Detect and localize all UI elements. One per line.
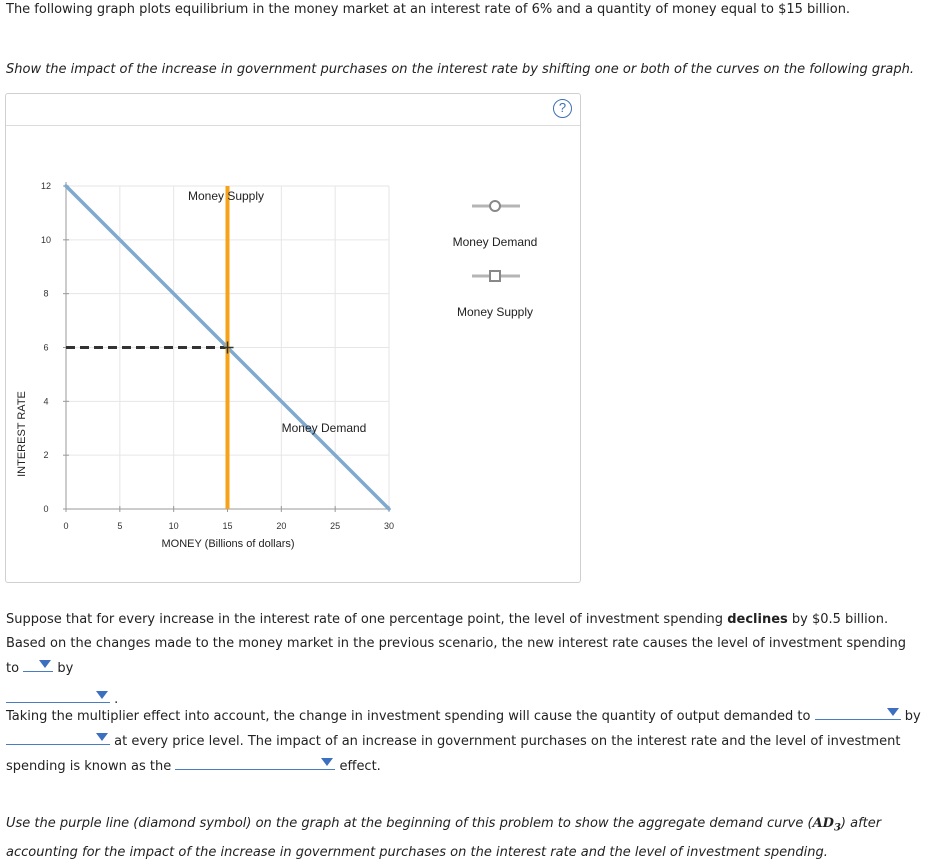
y-tick-labels — [41, 181, 51, 514]
para3-text-a: Use the purple line (diamond symbol) on the graph at the beginning of this problem to show the aggregate demand curve ( — [6, 816, 813, 831]
ad-curve-instruction — [6, 812, 921, 865]
y-axis-title: INTEREST RATE — [16, 391, 28, 477]
dropdown-arrow-icon — [39, 660, 51, 668]
para2-text-a: Taking the multiplier effect into account, the change in investment spending will cause the quantity of output demanded to — [6, 709, 811, 724]
y-tick-label: 0 — [43, 504, 49, 514]
para1-by: by — [57, 661, 74, 676]
x-axis-title: MONEY (Billions of dollars) — [161, 538, 295, 550]
para2-text-c: effect. — [339, 759, 381, 774]
para1-text-b: by $0.5 billion. Based on the changes made to the money market in the previous scenario, the new interest rate causes the level of investment spending to — [6, 612, 907, 676]
y-tick-label: 4 — [43, 396, 49, 407]
legend-money-supply-label: Money Supply — [456, 305, 534, 319]
y-tick-label: 2 — [43, 450, 49, 461]
dropdown-arrow-icon — [96, 691, 108, 699]
legend[interactable] — [453, 201, 538, 319]
investment-paragraph — [6, 608, 921, 712]
output-direction-dropdown[interactable] — [815, 704, 901, 720]
circle-icon — [490, 201, 500, 211]
y-tick-label: 10 — [40, 234, 52, 245]
legend-money-demand-label: Money Demand — [452, 235, 538, 249]
output-amount-dropdown[interactable] — [6, 729, 110, 745]
money-supply-curve-label: Money Supply — [187, 189, 265, 203]
dropdown-arrow-icon — [887, 708, 899, 716]
para2-text-b: at every price level. The impact of an increase in government purchases on the interest rate and the level of investment spending is known as the — [6, 734, 901, 774]
x-tick-label: 15 — [222, 521, 233, 531]
para1-bold: declines — [727, 612, 788, 627]
x-tick-label: 0 — [63, 521, 69, 531]
x-tick-label: 5 — [117, 521, 123, 531]
effect-name-dropdown[interactable] — [175, 754, 335, 770]
x-tick-label: 20 — [276, 521, 287, 531]
help-icon[interactable]: ? — [553, 99, 572, 118]
x-tick-label: 25 — [330, 521, 341, 531]
investment-amount-dropdown[interactable] — [6, 687, 110, 703]
money-market-graph[interactable] — [6, 94, 582, 584]
y-tick-label: 8 — [43, 288, 49, 299]
legend-money-demand-tool[interactable] — [472, 201, 520, 211]
graph-panel — [5, 93, 581, 583]
multiplier-paragraph — [6, 704, 921, 779]
y-tick-label: 12 — [40, 181, 52, 191]
investment-direction-dropdown[interactable] — [23, 656, 53, 672]
square-icon — [490, 271, 500, 281]
dropdown-arrow-icon — [321, 758, 333, 766]
ad-symbol: $AD_3$ — [812, 816, 841, 834]
dropdown-arrow-icon — [96, 733, 108, 741]
x-tick-labels — [63, 521, 394, 531]
instruction-text: Show the impact of the increase in government purchases on the interest rate by shifting one or both of the curves on the following graph. — [6, 62, 915, 77]
para1-text-a: Suppose that for every increase in the interest rate of one percentage point, the level of investment spending — [6, 612, 724, 627]
intro-text: The following graph plots equilibrium in the money market at an interest rate of 6% and a quantity of money equal to $15 billion. — [6, 2, 851, 17]
x-tick-label: 10 — [168, 521, 179, 531]
para3-text-b: ) after accounting for the impact of the increase in government purchases on the interest rate and the level of investment spending. — [6, 816, 882, 860]
y-tick-label: 6 — [43, 342, 49, 353]
legend-money-supply-tool[interactable] — [472, 271, 520, 281]
money-demand-curve-label: Money Demand — [281, 421, 367, 435]
para2-by: by — [904, 709, 921, 724]
para1-period: . — [114, 692, 119, 707]
x-tick-label: 30 — [383, 521, 395, 531]
